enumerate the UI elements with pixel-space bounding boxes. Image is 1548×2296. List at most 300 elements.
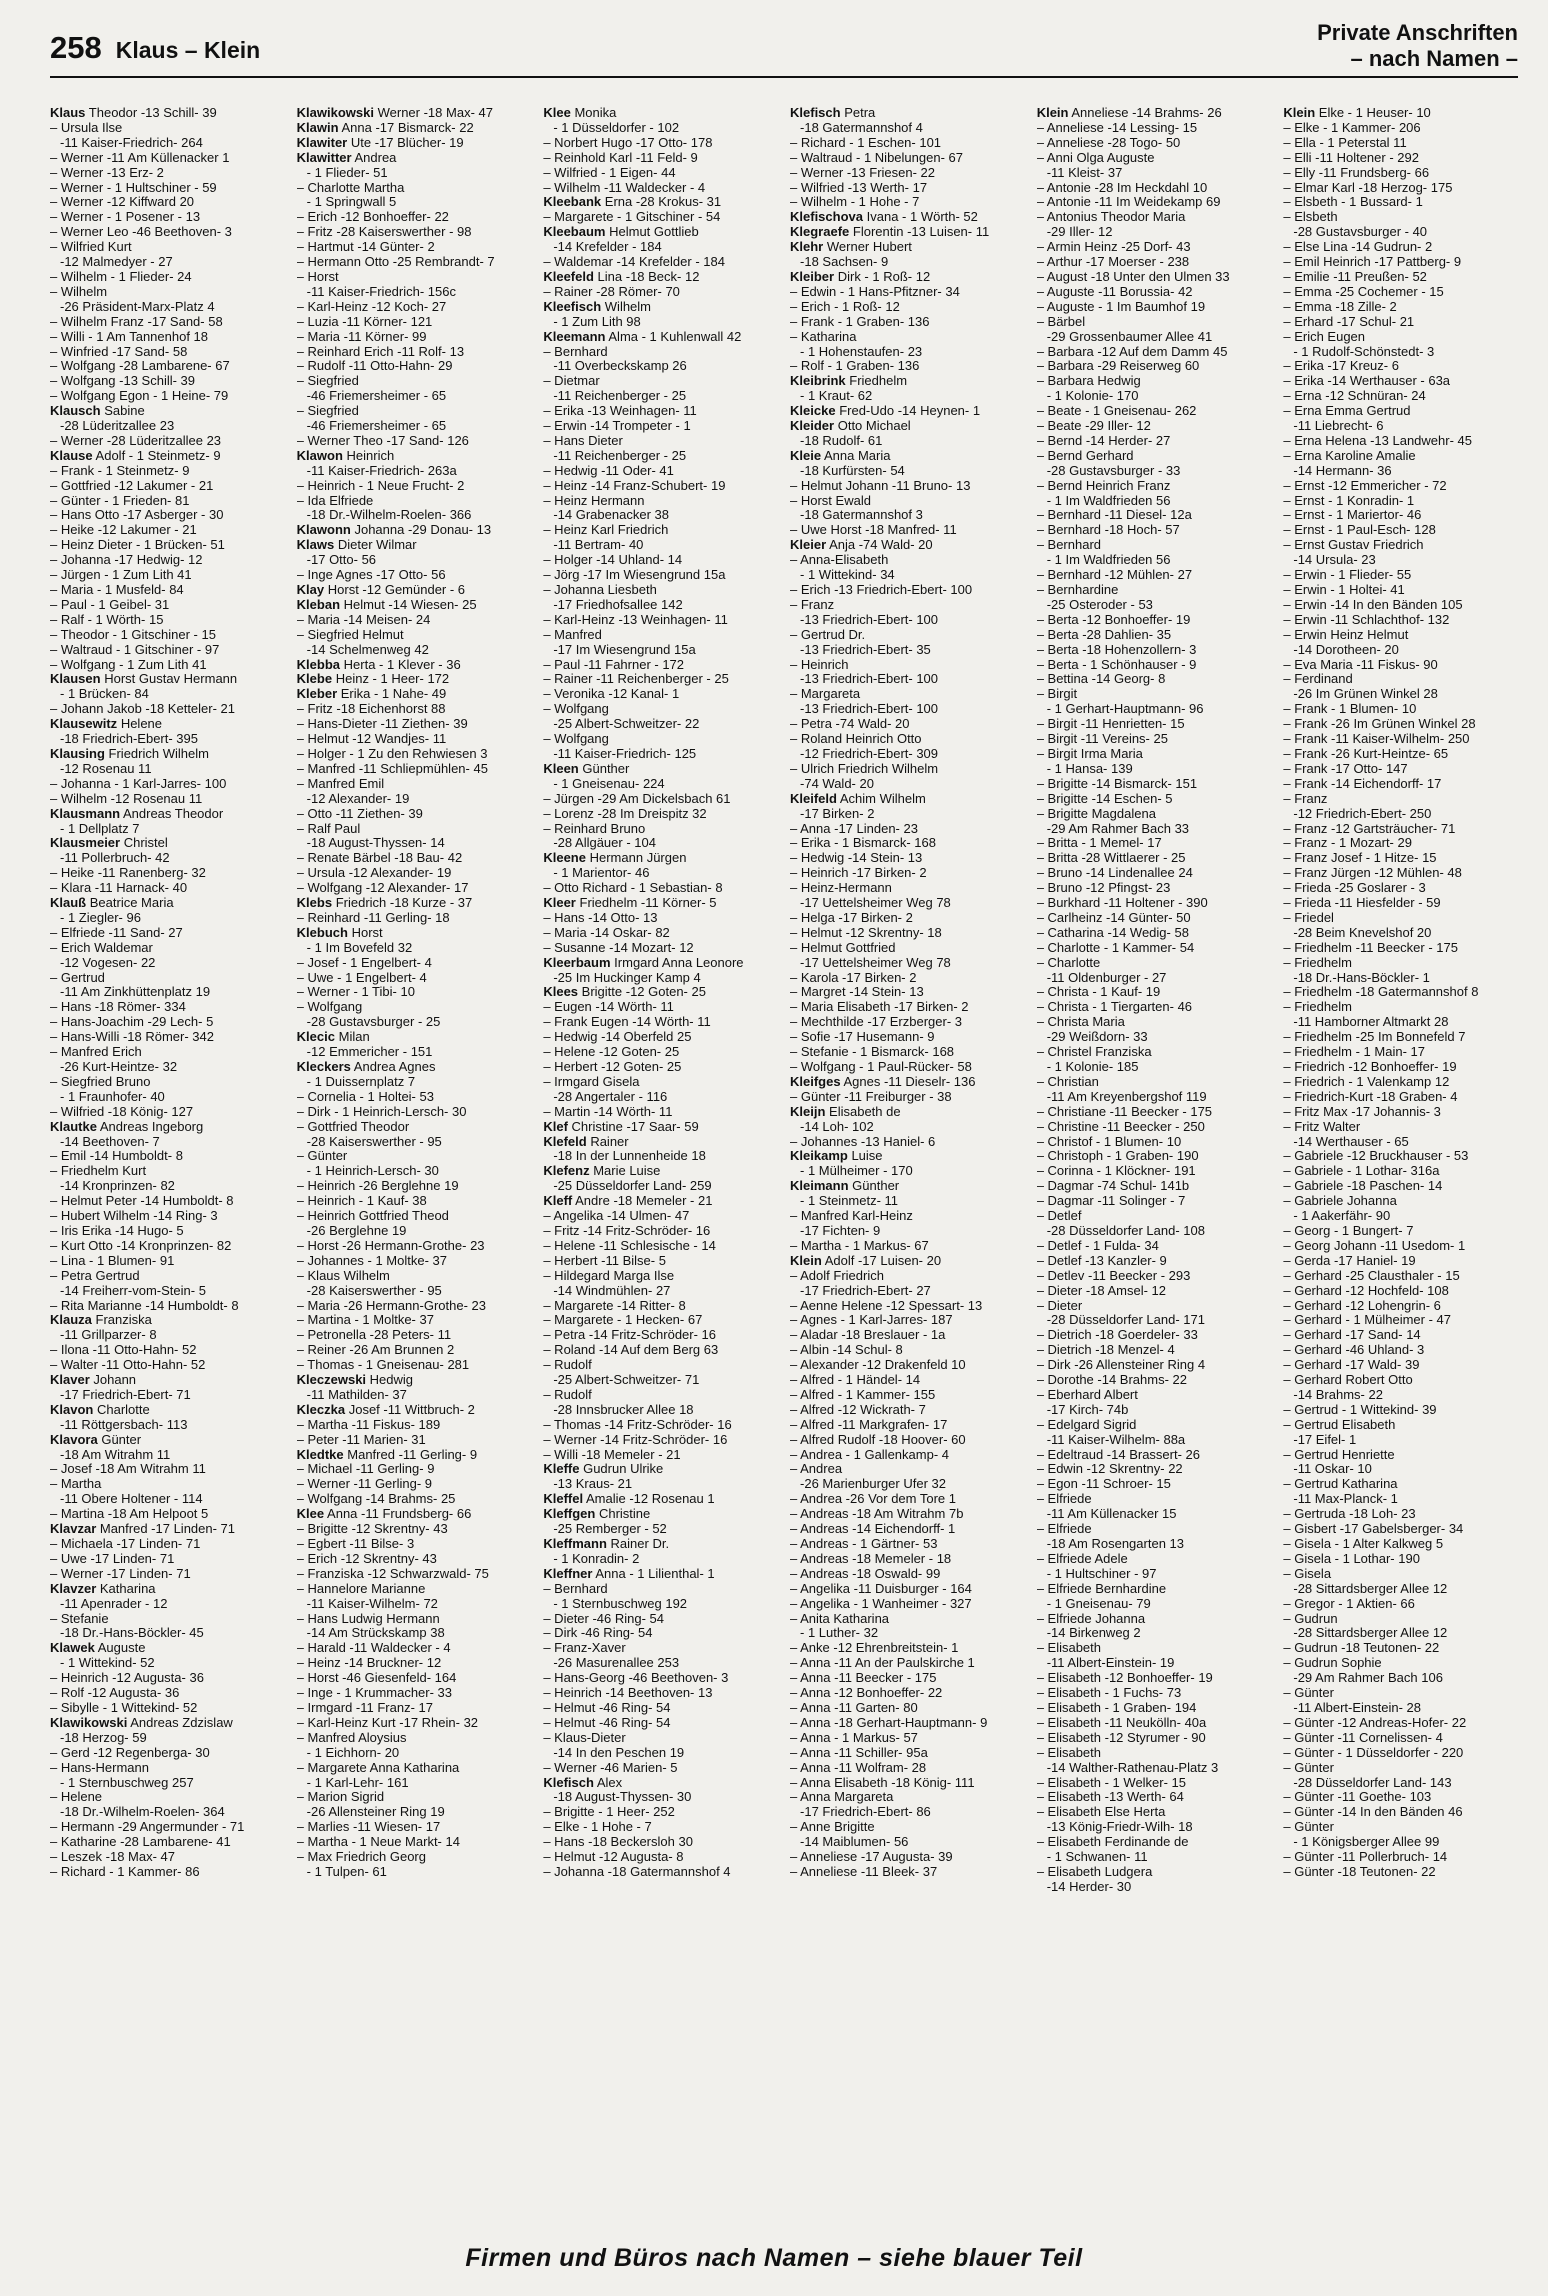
listing-entry (1037, 106, 1272, 121)
listing-entry (1283, 1388, 1518, 1403)
entry-text: – Heike -11 Ranenberg- 32 (50, 866, 206, 881)
entry-text: – Margret -14 Stein- 13 (790, 985, 924, 1000)
entry-surname: Kleckers (296, 1060, 351, 1074)
listing-entry (297, 1537, 532, 1552)
listing-entry (1037, 1820, 1272, 1835)
entry-text: Petra (844, 106, 876, 120)
entry-surname: Klecic (296, 1030, 335, 1045)
listing-entry (297, 374, 532, 389)
listing-entry (790, 538, 1025, 553)
entry-text: -11 Kaiser-Wilhelm- 88a (1046, 1432, 1186, 1447)
entry-text: – Gisbert -17 Gabelsberger- 34 (1283, 1522, 1464, 1537)
entry-text: – Elfriede (1036, 1522, 1092, 1537)
entry-text: – Barbara Hedwig (1036, 374, 1141, 389)
entry-text: – Roland -14 Auf dem Berg 63 (543, 1343, 719, 1358)
listing-entry (50, 1522, 285, 1537)
entry-text: – Bernd Gerhard (1036, 448, 1134, 463)
entry-text: – Waltraud - 1 Gitschiner - 97 (50, 642, 220, 657)
listing-entry (50, 285, 285, 300)
listing-entry (1283, 538, 1518, 553)
entry-text: – Erich -12 Skrentny- 43 (296, 1551, 437, 1566)
listing-entry (50, 1030, 285, 1045)
entry-text: – Frank - 1 Steinmetz- 9 (50, 463, 190, 478)
entry-text: – Hans-Dieter -11 Ziethen- 39 (296, 717, 468, 732)
listing-entry (297, 285, 532, 300)
listing-entry (50, 255, 285, 270)
listing-entry (543, 658, 778, 673)
entry-text: -25 Albert-Schweitzer- 71 (553, 1373, 700, 1388)
listing-entry (50, 1850, 285, 1865)
listing-entry (1037, 389, 1272, 404)
entry-text: – Reinhard Erich -11 Rolf- 13 (296, 344, 465, 359)
listing-entry (543, 404, 778, 419)
entry-surname: Klavzar (50, 1522, 97, 1537)
entry-text: – Bettina -14 Georg- 8 (1036, 672, 1166, 687)
listing-entry (1037, 419, 1272, 434)
section-title-line1: Private Anschriften (1317, 20, 1518, 45)
entry-text: – Egbert -11 Bilse- 3 (296, 1537, 415, 1551)
entry-text: -11 Grillparzer- 8 (60, 1328, 157, 1343)
entry-text: – Theodor - 1 Gitschiner - 15 (50, 627, 216, 642)
entry-text: – Dieter (1036, 1298, 1083, 1313)
entry-text: – Kurt Otto -14 Kronprinzen- 82 (50, 1238, 232, 1253)
listing-entry (543, 792, 778, 807)
listing-entry (543, 1105, 778, 1120)
entry-text: -46 Friemersheimer - 65 (306, 389, 447, 404)
entry-text: -11 Kaiser-Friedrich- 125 (553, 746, 697, 761)
listing-entry (790, 732, 1025, 747)
listing-entry (50, 479, 285, 494)
entry-surname: Kleimann (790, 1179, 849, 1194)
listing-entry (543, 106, 778, 121)
listing-entry (543, 851, 778, 866)
entry-text: – Wilhelm (50, 284, 108, 299)
listing-entry (1283, 1030, 1518, 1045)
listing-entry (297, 687, 532, 702)
entry-text: – Günter (296, 1149, 348, 1164)
listing-entry (50, 136, 285, 151)
entry-text: – Dorothe -14 Brahms- 22 (1036, 1373, 1187, 1388)
listing-entry (1037, 1313, 1272, 1328)
entry-text: – Heinrich - 1 Kauf- 38 (296, 1194, 427, 1209)
listing-entry (543, 1209, 778, 1224)
entry-text: -14 Beethoven- 7 (60, 1134, 160, 1149)
listing-entry (543, 121, 778, 136)
listing-entry (1283, 300, 1518, 315)
listing-entry (50, 762, 285, 777)
listing-entry (1283, 1492, 1518, 1507)
listing-entry (1283, 1835, 1518, 1850)
entry-text: – Hildegard Marga Ilse (543, 1268, 675, 1283)
listing-entry (1037, 1090, 1272, 1105)
listing-entry (543, 1015, 778, 1030)
listing-entry (297, 1149, 532, 1164)
entry-text: Dirk - 1 Roß- 12 (837, 269, 931, 284)
entry-text: – Brigitte Magdalena (1036, 806, 1156, 821)
listing-entry (1283, 1522, 1518, 1537)
listing-entry (1283, 568, 1518, 583)
entry-text: – Heinrich -26 Berglehne 19 (296, 1179, 459, 1194)
entry-text: – Frank - 1 Graben- 136 (790, 314, 930, 329)
entry-text: – Wolfgang (543, 702, 609, 717)
entry-text: – Martin -14 Wörth- 11 (543, 1104, 673, 1119)
entry-text: – Franz - 1 Mozart- 29 (1283, 836, 1412, 851)
entry-text: Katharina (99, 1581, 156, 1596)
entry-surname: Klef (543, 1119, 568, 1134)
entry-text: – Heike -12 Lakumer - 21 (50, 523, 197, 538)
entry-text: – Frank -26 Im Grünen Winkel 28 (1283, 717, 1476, 732)
listing-entry (790, 1716, 1025, 1731)
entry-text: – Detlef - 1 Fulda- 34 (1036, 1238, 1159, 1253)
entry-text: – Brigitte -14 Eschen- 5 (1036, 791, 1173, 806)
listing-entry (543, 1507, 778, 1522)
entry-text: – Gisela - 1 Alter Kalkweg 5 (1283, 1537, 1444, 1551)
listing-entry (1037, 985, 1272, 1000)
listing-entry (50, 926, 285, 941)
entry-text: -28 Beim Knevelshof 20 (1293, 925, 1432, 940)
listing-entry (543, 270, 778, 285)
header-rule (50, 76, 1518, 78)
entry-text: – Egon -11 Schroer- 15 (1036, 1477, 1171, 1492)
listing-entry (543, 1746, 778, 1761)
listing-entry (50, 1075, 285, 1090)
listing-entry (543, 822, 778, 837)
listing-entry (1283, 1105, 1518, 1120)
listing-entry (1037, 1418, 1272, 1433)
entry-surname: Klausing (50, 746, 105, 761)
listing-entry (1037, 1612, 1272, 1627)
listing-entry (50, 628, 285, 643)
entry-text: – Hans -14 Otto- 13 (543, 910, 658, 925)
listing-entry (790, 523, 1025, 538)
entry-text: – Wolfgang -13 Schill- 39 (50, 374, 196, 389)
listing-entry (1037, 1850, 1272, 1865)
entry-text: Friedrich Wilhelm (108, 746, 209, 761)
listing-entry (297, 1254, 532, 1269)
listing-entry (790, 1224, 1025, 1239)
entry-surname: Kleczka (296, 1402, 346, 1417)
listing-entry (543, 1448, 778, 1463)
entry-text: – Rudolf (543, 1358, 592, 1373)
entry-text: -14 Freiherr-vom-Stein- 5 (60, 1283, 206, 1298)
entry-text: – Antonius Theodor Maria (1036, 210, 1186, 225)
listing-entry (543, 1462, 778, 1477)
listing-entry (543, 1761, 778, 1776)
entry-text: – Else Lina -14 Gudrun- 2 (1283, 240, 1433, 255)
entry-text: - 1 Wittekind- 52 (60, 1656, 155, 1671)
listing-entry (790, 568, 1025, 583)
entry-surname: Kleifeld (790, 791, 837, 806)
listing-entry (1037, 195, 1272, 210)
entry-text: – Margarete -14 Ritter- 8 (543, 1298, 686, 1313)
listing-entry (297, 1626, 532, 1641)
entry-text: -18 Herzog- 59 (60, 1730, 147, 1745)
entry-text: – Hans -18 Römer- 334 (50, 1000, 186, 1015)
listing-entry (543, 285, 778, 300)
listing-entry (50, 404, 285, 419)
entry-text: -17 Eifel- 1 (1293, 1432, 1357, 1447)
listing-entry (50, 568, 285, 583)
listing-entry (543, 508, 778, 523)
listing-entry (1037, 494, 1272, 509)
entry-surname: Klawikowski (296, 106, 374, 120)
entry-text: Anna - 1 Lilienthal- 1 (595, 1566, 715, 1581)
entry-text: - 1 Sternbuschweg 257 (60, 1775, 194, 1790)
entry-text: – Heinrich -12 Augusta- 36 (50, 1671, 204, 1686)
entry-text: Helene (120, 717, 163, 732)
entry-text: – Friedhelm Kurt (50, 1164, 147, 1179)
listing-entry (50, 777, 285, 792)
listing-entry (50, 956, 285, 971)
entry-text: -11 Am Zinkhüttenplatz 19 (60, 985, 211, 1000)
entry-text: - 1 Schwanen- 11 (1046, 1850, 1148, 1865)
listing-entry (790, 1179, 1025, 1194)
entry-text: – Stefanie - 1 Bismarck- 168 (790, 1045, 955, 1060)
listing-entry (1283, 1701, 1518, 1716)
entry-text: – Friedel (1283, 910, 1334, 925)
listing-entry (1037, 732, 1272, 747)
listing-entry (50, 1358, 285, 1373)
listing-entry (50, 1865, 285, 1880)
listing-entry (790, 1686, 1025, 1701)
listing-entry (790, 762, 1025, 777)
listing-entry (1037, 851, 1272, 866)
listing-entry (543, 1701, 778, 1716)
entry-text: – Gerhard -12 Hochfeld- 108 (1283, 1283, 1449, 1298)
listing-entry (1037, 1209, 1272, 1224)
listing-entry (297, 508, 532, 523)
entry-text: – Manfred Erich (50, 1045, 142, 1060)
listing-entry (1037, 1179, 1272, 1194)
entry-text: – Wilfried -13 Werth- 17 (790, 180, 928, 195)
entry-text: – Martha (50, 1477, 102, 1492)
entry-text: -11 Kaiser-Friedrich- 264 (60, 135, 203, 150)
entry-text: -11 Kaiser-Friedrich- 156c (306, 284, 456, 299)
entry-surname: Klebba (296, 657, 341, 672)
entry-text: - 1 Marientor- 46 (553, 866, 650, 881)
entry-text: - 1 Im Waldfrieden 56 (1046, 553, 1171, 568)
listing-entry (50, 896, 285, 911)
listing-entry (297, 1492, 532, 1507)
listing-entry (1037, 1805, 1272, 1820)
listing-entry (50, 1000, 285, 1015)
entry-text: - 1 Königsberger Allee 99 (1293, 1835, 1440, 1850)
listing-entry (50, 434, 285, 449)
listing-entry (790, 971, 1025, 986)
listing-entry (1283, 1015, 1518, 1030)
entry-text: – Gudrun (1283, 1611, 1338, 1626)
entry-surname: Kleijn (790, 1104, 826, 1119)
listing-entry (1037, 1373, 1272, 1388)
listing-entry (543, 777, 778, 792)
entry-text: – Franz Josef - 1 Hitze- 15 (1283, 851, 1437, 866)
entry-text: -28 Düsseldorfer Land- 171 (1046, 1313, 1205, 1328)
listing-entry (1037, 1597, 1272, 1612)
listing-entry (1037, 792, 1272, 807)
listing-entry (790, 106, 1025, 121)
entry-text: – Gottfried Theodor (296, 1119, 410, 1134)
listing-entry (1283, 1671, 1518, 1686)
entry-text: -74 Wald- 20 (800, 776, 874, 791)
entry-text: -14 Hermann- 36 (1293, 463, 1392, 478)
entry-text: - 1 Kolonie- 170 (1046, 389, 1139, 404)
listing-entry (1283, 479, 1518, 494)
listing-entry (50, 1105, 285, 1120)
listing-entry (1283, 494, 1518, 509)
listing-entry (790, 851, 1025, 866)
listing-entry (790, 1105, 1025, 1120)
entry-text: Alma - 1 Kuhlenwall 42 (608, 329, 742, 344)
entry-text: -13 König-Friedr-Wilh- 18 (1046, 1820, 1193, 1835)
entry-surname: Kleff (543, 1194, 573, 1209)
listing-entry (50, 881, 285, 896)
entry-text: Charlotte (96, 1402, 150, 1417)
entry-text: -11 Reichenberger - 25 (553, 389, 687, 404)
entry-text: – Maria -26 Hermann-Grothe- 23 (296, 1298, 486, 1313)
listing-entry (790, 121, 1025, 136)
entry-text: – Elmar Karl -18 Herzog- 175 (1283, 180, 1453, 195)
entry-text: – Werner -14 Fritz-Schröder- 16 (543, 1432, 728, 1447)
listing-entry (50, 315, 285, 330)
entry-surname: Klehr (790, 240, 824, 255)
entry-text: – Wilfried Kurt (50, 240, 132, 255)
listing-entry (790, 1194, 1025, 1209)
listing-entry (1037, 270, 1272, 285)
entry-text: – Anna Margareta (790, 1790, 894, 1805)
entry-text: - 1 Luther- 32 (800, 1626, 879, 1641)
listing-entry (1283, 1805, 1518, 1820)
entry-text: – Maria -11 Körner- 99 (296, 329, 427, 344)
listing-entry (50, 1239, 285, 1254)
listing-entry (1283, 1612, 1518, 1627)
listing-entry (1037, 1045, 1272, 1060)
entry-text: – Bernhard -12 Mühlen- 27 (1036, 568, 1193, 583)
listing-entry (297, 732, 532, 747)
entry-surname: Klaws (296, 538, 335, 553)
listing-entry (50, 1269, 285, 1284)
listing-entry (1283, 1567, 1518, 1582)
listing-entry (50, 508, 285, 523)
listing-entry (790, 1433, 1025, 1448)
listing-entry (1037, 1194, 1272, 1209)
listing-entry (50, 1462, 285, 1477)
listing-entry (1037, 181, 1272, 196)
entry-text: – Fritz -28 Kaiserswerther - 98 (296, 225, 472, 240)
entry-surname: Klawonn (296, 523, 351, 538)
entry-text: – Hermann -29 Angermunder - 71 (50, 1820, 245, 1835)
listing-entry (1283, 1313, 1518, 1328)
entry-text: -18 Sachsen- 9 (800, 255, 889, 270)
entry-text: – Anna -11 Beecker - 175 (790, 1671, 937, 1686)
footer-note: Firmen und Büros nach Namen – siehe blauer Teil (465, 2244, 1083, 2272)
entry-text: – Heinrich (790, 657, 849, 672)
listing-entry (543, 1358, 778, 1373)
listing-entry (790, 807, 1025, 822)
entry-text: -11 Oskar- 10 (1293, 1462, 1372, 1477)
listing-entry (50, 985, 285, 1000)
entry-surname: Kleffgen (543, 1507, 596, 1522)
listing-entry (790, 1313, 1025, 1328)
listing-entry (50, 1582, 285, 1597)
listing-entry (1283, 1000, 1518, 1015)
entry-text: – Günter -11 Pollerbruch- 14 (1283, 1850, 1448, 1865)
listing-entry (1037, 1671, 1272, 1686)
listing-entry (790, 613, 1025, 628)
listing-entry (297, 240, 532, 255)
entry-surname: Klaver (50, 1373, 90, 1388)
listing-entry (790, 1761, 1025, 1776)
listing-entry (1037, 1433, 1272, 1448)
listing-entry (790, 553, 1025, 568)
listing-entry (790, 866, 1025, 881)
entry-text: – Heinz Dieter - 1 Brücken- 51 (50, 538, 225, 553)
listing-entry (1283, 1761, 1518, 1776)
entry-text: – Wolfgang -14 Brahms- 25 (296, 1492, 456, 1507)
listing-entry (1283, 1135, 1518, 1150)
entry-text: -25 Im Huckinger Kamp 4 (553, 970, 701, 985)
listing-entry (297, 1209, 532, 1224)
entry-text: Anna -11 Frundsberg- 66 (327, 1507, 472, 1522)
entry-text: – Horst Ewald (790, 493, 871, 508)
entry-text: – Gisela (1283, 1566, 1332, 1581)
listing-entry (297, 1194, 532, 1209)
entry-text: Andrea (354, 150, 397, 165)
entry-text: – Elli -11 Holtener - 292 (1283, 150, 1419, 165)
listing-entry (1037, 1299, 1272, 1314)
listing-entry (1037, 643, 1272, 658)
listing-entry (50, 1299, 285, 1314)
entry-text: -11 Overbeckskamp 26 (553, 359, 687, 374)
listing-entry (543, 956, 778, 971)
listing-entry (50, 1790, 285, 1805)
entry-text: – Hans-Georg -46 Beethoven- 3 (543, 1671, 729, 1686)
listing-entry (297, 1776, 532, 1791)
entry-text: -14 Walther-Rathenau-Platz 3 (1046, 1760, 1219, 1775)
entry-text: Sabine (104, 404, 145, 419)
entry-text: -14 Schelmenweg 42 (306, 642, 429, 657)
listing-entry (1037, 1582, 1272, 1597)
listing-entry (790, 702, 1025, 717)
entry-text: – Werner -11 Am Küllenacker 1 (50, 150, 230, 165)
entry-text: – Martina -18 Am Helpoot 5 (50, 1507, 209, 1522)
entry-text: – Richard - 1 Eschen- 101 (790, 135, 942, 150)
entry-text: – Bernhardine (1036, 583, 1119, 597)
listing-entry (790, 1850, 1025, 1865)
entry-text: -17 Uettelsheimer Weg 78 (800, 896, 951, 911)
listing-entry (1283, 1552, 1518, 1567)
listing-entry (1037, 374, 1272, 389)
listing-entry (1037, 717, 1272, 732)
entry-text: – Wilhelm Franz -17 Sand- 58 (50, 314, 223, 329)
entry-text: – Emma -25 Cochemer - 15 (1283, 284, 1444, 299)
entry-text: – Helene (50, 1790, 103, 1805)
entry-text: Dieter Wilmar (337, 538, 417, 553)
listing-entry (1283, 1194, 1518, 1209)
entry-text: – Bernhard (1036, 538, 1102, 553)
entry-text: Ute -17 Blücher- 19 (350, 135, 464, 150)
entry-text: – Gabriele Johanna (1283, 1194, 1397, 1209)
entry-text: – Maria Elisabeth -17 Birken- 2 (790, 1000, 969, 1015)
entry-surname: Klein (1036, 106, 1069, 120)
entry-text: – Siegfried Bruno (50, 1074, 151, 1089)
listing-entry (1283, 1462, 1518, 1477)
entry-text: – Brigitte -12 Skrentny- 43 (296, 1522, 448, 1537)
listing-entry (790, 1701, 1025, 1716)
listing-entry (1283, 717, 1518, 732)
listing-entry (1283, 1403, 1518, 1418)
entry-text: – Elisabeth Ludgera (1036, 1864, 1153, 1879)
listing-entry (297, 553, 532, 568)
